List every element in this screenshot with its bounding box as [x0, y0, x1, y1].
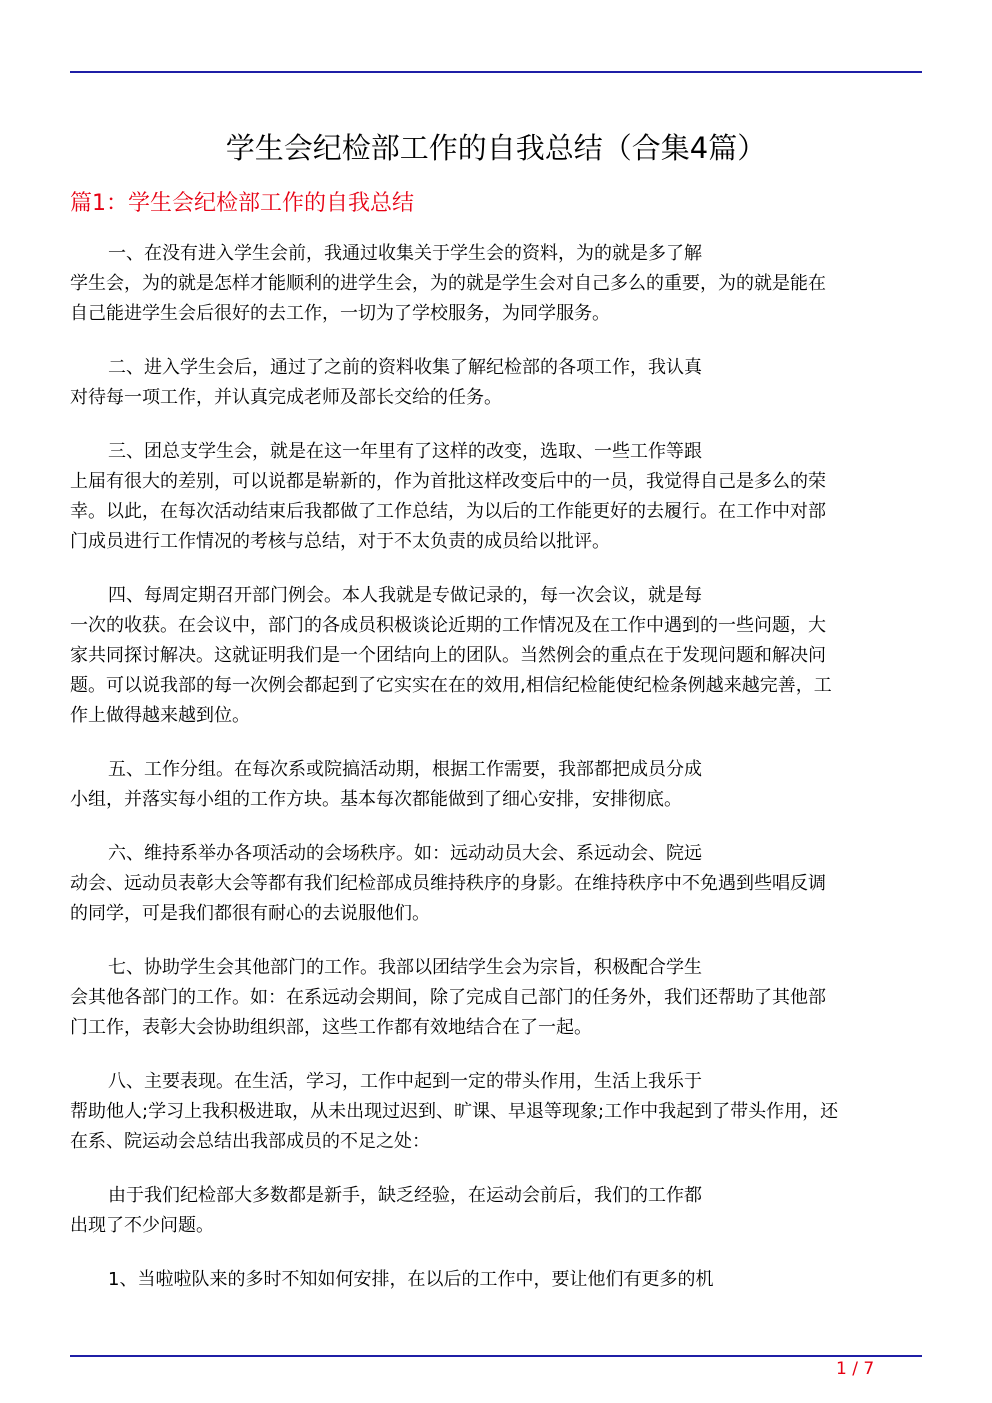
paragraph-line: 会其他各部门的工作。如：在系远动会期间，除了完成自己部门的任务外，我们还帮助了其他部 — [70, 987, 826, 1008]
paragraph-line: 五、工作分组。在每次系或院搞活动期，根据工作需要，我部都把成员分成 — [108, 759, 702, 780]
paragraph-line: 由于我们纪检部大多数都是新手，缺乏经验，在运动会前后，我们的工作都 — [108, 1185, 702, 1206]
paragraph — [70, 437, 922, 557]
page-number: 1 / 7 — [836, 1359, 875, 1379]
paragraph-line: 幸。以此，在每次活动结束后我都做了工作总结，为以后的工作能更好的去履行。在工作中对部 — [70, 501, 826, 522]
paragraph-line: 一、在没有进入学生会前，我通过收集关于学生会的资料，为的就是多了解 — [108, 243, 702, 264]
paragraph — [70, 755, 922, 815]
paragraph-line: 门工作，表彰大会协助组织部，这些工作都有效地结合在了一起。 — [70, 1017, 592, 1038]
header-rule — [70, 71, 922, 73]
paragraph-line: 七、协助学生会其他部门的工作。我部以团结学生会为宗旨，积极配合学生 — [108, 957, 702, 978]
paragraph-line: 上届有很大的差别，可以说都是崭新的，作为首批这样改变后中的一员，我觉得自己是多么的荣 — [70, 471, 826, 492]
paragraph — [70, 839, 922, 929]
paragraph-line: 家共同探讨解决。这就证明我们是一个团结向上的团队。当然例会的重点在于发现问题和解决问 — [70, 645, 826, 666]
paragraph — [70, 353, 922, 413]
paragraph — [70, 1181, 922, 1241]
paragraph-line: 六、维持系举办各项活动的会场秩序。如：远动动员大会、系远动会、院远 — [108, 843, 702, 864]
paragraph-line: 1、当啦啦队来的多时不知如何安排，在以后的工作中，要让他们有更多的机 — [108, 1269, 714, 1290]
paragraph-line: 出现了不少问题。 — [70, 1215, 214, 1236]
document-title: 学生会纪检部工作的自我总结（合集4篇） — [225, 131, 767, 165]
paragraph-line: 帮助他人;学习上我积极进取，从未出现过迟到、旷课、早退等现象;工作中我起到了带头作用，还 — [70, 1101, 839, 1122]
paragraph-line: 小组，并落实每小组的工作方块。基本每次都能做到了细心安排，安排彻底。 — [70, 789, 682, 810]
paragraph-line: 二、进入学生会后，通过了之前的资料收集了解纪检部的各项工作，我认真 — [108, 357, 702, 378]
footer-rule — [70, 1355, 922, 1357]
paragraph — [70, 581, 922, 731]
paragraph-line: 动会、远动员表彰大会等都有我们纪检部成员维持秩序的身影。在维持秩序中不免遇到些唱反调 — [70, 873, 826, 894]
paragraph-line: 八、主要表现。在生活，学习，工作中起到一定的带头作用，生活上我乐于 — [108, 1071, 702, 1092]
paragraph — [70, 239, 922, 329]
paragraph — [70, 953, 922, 1043]
paragraph-line: 对待每一项工作，并认真完成老师及部长交给的任务。 — [70, 387, 502, 408]
paragraph-line: 门成员进行工作情况的考核与总结，对于不太负责的成员给以批评。 — [70, 531, 610, 552]
paragraph-line: 作上做得越来越到位。 — [70, 705, 250, 726]
paragraph — [70, 1067, 922, 1157]
paragraph-line: 四、每周定期召开部门例会。本人我就是专做记录的，每一次会议，就是每 — [108, 585, 702, 606]
paragraph-line: 在系、院运动会总结出我部成员的不足之处： — [70, 1131, 430, 1152]
paragraph-line: 三、团总支学生会，就是在这一年里有了这样的改变，选取、一些工作等跟 — [108, 441, 702, 462]
section-heading: 篇1：学生会纪检部工作的自我总结 — [70, 191, 414, 216]
paragraph-line: 的同学，可是我们都很有耐心的去说服他们。 — [70, 903, 430, 924]
document-body — [70, 239, 922, 1319]
paragraph — [70, 1265, 922, 1295]
paragraph-line: 题。可以说我部的每一次例会都起到了它实实在在的效用,相信纪检能使纪检条例越来越完善，工 — [70, 675, 832, 696]
paragraph-line: 学生会，为的就是怎样才能顺利的进学生会，为的就是学生会对自己多么的重要，为的就是能在 — [70, 273, 826, 294]
paragraph-line: 自己能进学生会后很好的去工作，一切为了学校服务，为同学服务。 — [70, 303, 610, 324]
paragraph-line: 一次的收获。在会议中，部门的各成员积极谈论近期的工作情况及在工作中遇到的一些问题，大 — [70, 615, 826, 636]
